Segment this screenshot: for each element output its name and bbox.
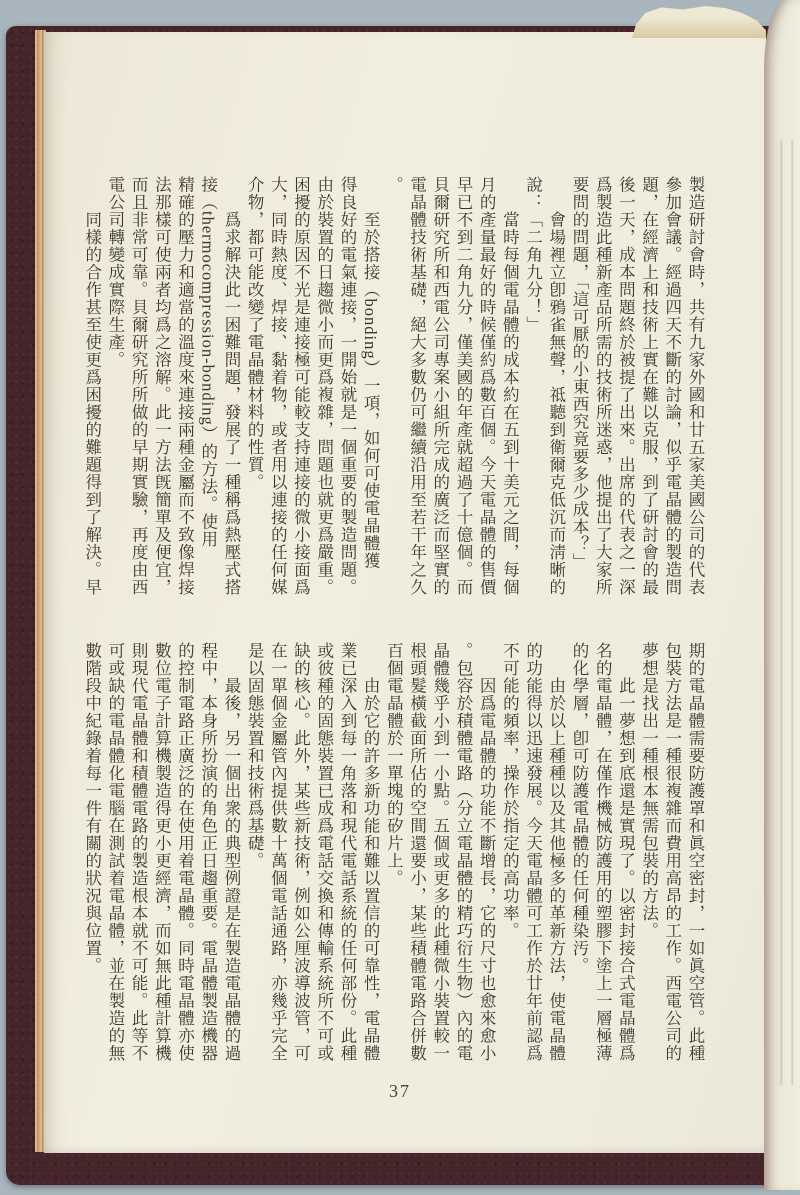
text-column: 可或缺的電晶體化電腦在測試着電晶體，並在製造的無 bbox=[105, 642, 125, 1062]
text-column: 月的產量最好的時候僅約爲數百個。今天電晶體的售價 bbox=[477, 176, 497, 596]
text-column: 或彼種的固態裝置已成爲電話交換和傳輸系統所不可或 bbox=[314, 642, 334, 1062]
text-column: 由於以上種種以及其他極多的革新方法，使電晶體 bbox=[546, 642, 566, 1062]
text-column: 的控制電路正廣泛的在使用着電晶體。同時電晶體亦使 bbox=[175, 642, 195, 1062]
text-block-upper bbox=[81, 176, 707, 608]
text-column: 此一夢想到底還是實現了。以密封接合式電晶體爲 bbox=[616, 642, 636, 1062]
text-column: 題，在經濟上和技術上實在難以克服，到了研討會的最 bbox=[639, 176, 659, 596]
text-column: 得良好的電氣連接，一開始就是一個重要的製造問題。 bbox=[337, 176, 357, 596]
text-column: 數位電子計算機製造得更小更經濟，而如無此種計算機 bbox=[152, 642, 172, 1062]
text-column: 百個電晶體於一單塊的矽片上。 bbox=[384, 642, 404, 887]
text-column: 不可能的頻率，操作於指定的高功率。 bbox=[500, 642, 520, 940]
text-column: 製造研討會時，共有九家外國和廿五家美國公司的代表 bbox=[686, 176, 705, 596]
text-column: 根頭髮橫截面所佔的空間還要小，某些積體電路合併數 bbox=[407, 642, 427, 1062]
text-column: 爲求解決此一困難問題，發展了一種稱爲熱壓式搭 bbox=[221, 176, 241, 596]
text-column: 電晶體技術基礎，絕大多數仍可繼續沿用至若干年之久 bbox=[407, 176, 427, 596]
text-column: 大，同時熱度、焊接、黏着物，或者用以連接的任何媒 bbox=[268, 176, 288, 596]
text-block-lower bbox=[81, 642, 707, 1074]
text-column: 夢想是找出一種根本無需包裝的方法。 bbox=[639, 642, 659, 940]
adjacent-page-edge bbox=[764, 0, 800, 1190]
text-column: 晶體幾乎小到一小點。五個或更多的此種微小裝置較一 bbox=[430, 642, 450, 1062]
text-column: 同樣的合作甚至使更爲困擾的難題得到了解決。早 bbox=[82, 176, 102, 596]
text-column: 要問的問題，「這可厭的小東西究竟要多少成本？」 bbox=[569, 176, 589, 571]
text-column: 早已不到二角九分，僅美國的年產就超過了十億個。而 bbox=[453, 176, 473, 596]
text-column: 電公司轉變成實際生產。 bbox=[105, 176, 125, 369]
text-column: 包裝方法是一種很複雜而費用高昂的工作。西電公司的 bbox=[662, 642, 682, 1062]
text-column: 後一天，成本問題終於被提了出來。出席的代表之一深 bbox=[616, 176, 636, 596]
text-column: 缺的核心。此外，某些新技術，例如公厘波導波管，可 bbox=[291, 642, 311, 1062]
text-column: 由於裝置的日趨微小而更爲複雜，問題也就更爲嚴重。 bbox=[314, 176, 334, 596]
text-column: 貝爾研究所和西電公司專案小組所完成的廣泛而堅實的 bbox=[430, 176, 450, 596]
text-column: 會場裡立卽鴉雀無聲，祗聽到衛爾克低沉而淸晰的 bbox=[546, 176, 566, 596]
text-column: 接（thermocompression-bonding）的方法。使用 bbox=[198, 176, 218, 549]
text-column: 名的電晶體，在僅作機械防護用的塑膠下塗上一層極薄 bbox=[593, 642, 613, 1062]
text-column: 當時每個電晶體的成本約在五到十美元之間，每個 bbox=[500, 176, 520, 596]
text-column: 。 bbox=[384, 176, 404, 194]
text-column: 程中，本身所扮演的角色正日趨重要。電晶體製造機器 bbox=[198, 642, 218, 1062]
torn-paper-fragment bbox=[632, 4, 766, 38]
text-column: 爲製造此種新產品所需的技術所迷惑，他提出了大家所 bbox=[593, 176, 613, 596]
text-column: 在一單個金屬管內提供數十萬個電話通路，亦幾乎完全 bbox=[268, 642, 288, 1062]
text-column: 數階段中紀錄着每一件有關的狀況與位置。 bbox=[82, 642, 102, 975]
text-column: 由於它的許多新功能和難以置信的可靠性，電晶體 bbox=[361, 642, 381, 1062]
text-column: 精確的壓力和適當的溫度來連接兩種金屬而不致像焊接 bbox=[175, 176, 195, 596]
text-column: 困擾的原因不光是連接極可能較支持連接的微小接面爲 bbox=[291, 176, 311, 596]
text-column: 最後，另一個出衆的典型例證是在製造電晶體的過 bbox=[221, 642, 241, 1062]
book-page bbox=[44, 32, 766, 1153]
text-column: 是以固態裝置和技術爲基礎。 bbox=[245, 642, 265, 870]
text-column: 則現代電晶體和積體電路的製造根本就不可能。此等不 bbox=[129, 642, 149, 1062]
text-column: 至於搭接（bonding）一項，如何可使電晶體獲 bbox=[361, 176, 381, 570]
text-column: 參加會議。經過四天不斷的討論，似乎電晶體的製造問 bbox=[662, 176, 682, 596]
text-column: 說：「二角九分！」 bbox=[523, 176, 543, 334]
text-column: 。包容於積體電路（分立電晶體的精巧衍生物）內的電 bbox=[453, 642, 473, 1062]
text-column: 而且非常可靠。貝爾研究所所做的早期實驗，再度由西 bbox=[129, 176, 149, 596]
text-column: 因爲電晶體的功能不斷增長，它的尺寸也愈來愈小 bbox=[477, 642, 497, 1062]
text-column: 的化學層，卽可防護電晶體的任何種染汚。 bbox=[569, 642, 589, 975]
text-column: 的功能得以迅速發展。今天電晶體可工作於廿年前認爲 bbox=[523, 642, 543, 1062]
text-column: 介物，都可能改變了電晶體材料的性質。 bbox=[245, 176, 265, 491]
text-column: 業已深入到每一角落和現代電話系統的任何部份。此種 bbox=[337, 642, 357, 1062]
text-column: 期的電晶體需要防護罩和眞空密封，一如眞空管。此種 bbox=[686, 642, 705, 1062]
page-number: 37 bbox=[389, 1081, 411, 1101]
show-through-text bbox=[771, 140, 793, 1085]
text-column: 法那樣可使兩者均爲之溶解。此一方法旣簡單及便宜， bbox=[152, 176, 172, 596]
